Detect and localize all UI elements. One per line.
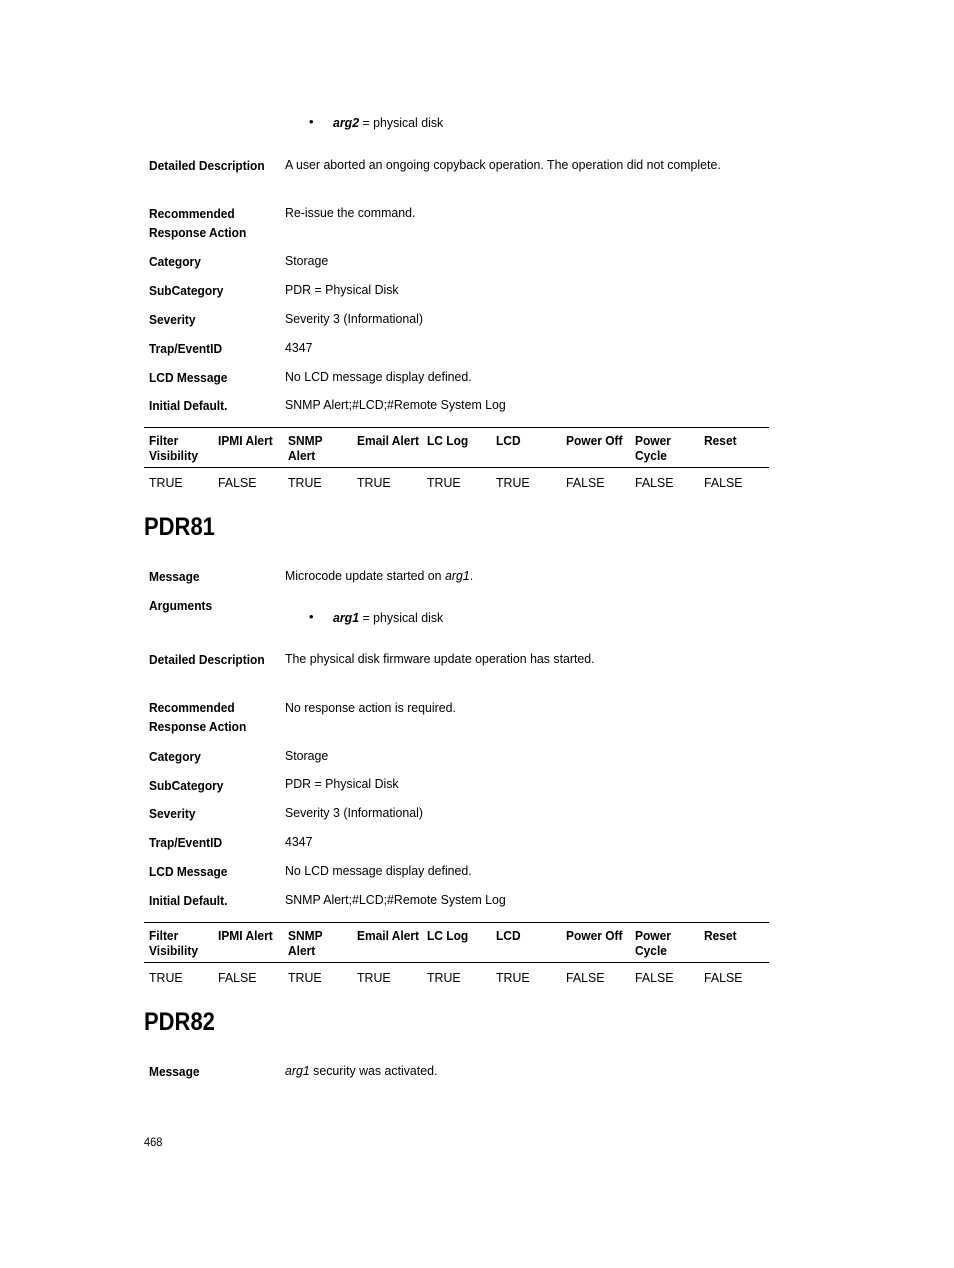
table-cell: FALSE bbox=[566, 475, 605, 490]
row-label: Initial Default. bbox=[149, 893, 228, 908]
column-header: Power Off bbox=[566, 928, 623, 943]
row-value: Severity 3 (Informational) bbox=[285, 805, 423, 820]
argument-name: arg1 bbox=[333, 610, 360, 625]
message-label: Message bbox=[149, 569, 200, 584]
bullet-icon: • bbox=[309, 114, 314, 129]
message-value bbox=[285, 566, 473, 585]
argument-name: arg2 bbox=[333, 115, 360, 130]
message-text: Microcode update started on bbox=[285, 568, 445, 583]
table-rule bbox=[144, 427, 769, 428]
row-label: SubCategory bbox=[149, 283, 224, 298]
row-value: A user aborted an ongoing copyback operation. The operation did not complete. bbox=[285, 157, 721, 172]
argument-description: = physical disk bbox=[359, 115, 444, 130]
argument-description: = physical disk bbox=[359, 610, 444, 625]
table-cell: FALSE bbox=[218, 970, 257, 985]
section-heading: PDR81 bbox=[144, 513, 215, 541]
table-cell: TRUE bbox=[149, 475, 183, 490]
message-value bbox=[285, 1061, 437, 1080]
table-cell: TRUE bbox=[288, 475, 322, 490]
column-header: LCD bbox=[496, 928, 521, 943]
column-header: SNMP Alert bbox=[288, 928, 323, 958]
column-header: IPMI Alert bbox=[218, 928, 273, 943]
message-text: security was activated. bbox=[309, 1063, 438, 1078]
row-label: Severity bbox=[149, 312, 196, 327]
table-rule bbox=[144, 962, 769, 963]
column-header: IPMI Alert bbox=[218, 433, 273, 448]
row-value: SNMP Alert;#LCD;#Remote System Log bbox=[285, 892, 506, 907]
table-cell: TRUE bbox=[149, 970, 183, 985]
row-value: PDR = Physical Disk bbox=[285, 776, 399, 791]
row-value: No LCD message display defined. bbox=[285, 369, 472, 384]
table-cell: TRUE bbox=[496, 475, 530, 490]
page-number: 468 bbox=[144, 1135, 163, 1149]
column-header: Reset bbox=[704, 433, 737, 448]
table-rule bbox=[144, 922, 769, 923]
column-header: Reset bbox=[704, 928, 737, 943]
section-heading: PDR82 bbox=[144, 1008, 215, 1036]
table-cell: FALSE bbox=[218, 475, 257, 490]
argument-item bbox=[333, 610, 443, 625]
column-header: Filter Visibility bbox=[149, 928, 198, 958]
table-cell: TRUE bbox=[357, 475, 391, 490]
row-label: SubCategory bbox=[149, 778, 224, 793]
column-header: Power Cycle bbox=[635, 433, 671, 463]
row-label: Recommended Response Action bbox=[149, 206, 247, 240]
table-cell: FALSE bbox=[704, 475, 743, 490]
table-cell: TRUE bbox=[427, 475, 461, 490]
table-cell: FALSE bbox=[704, 970, 743, 985]
row-label: LCD Message bbox=[149, 370, 228, 385]
row-value: 4347 bbox=[285, 834, 313, 849]
row-value: The physical disk firmware update operation has started. bbox=[285, 651, 595, 666]
row-value: PDR = Physical Disk bbox=[285, 282, 399, 297]
column-header: LCD bbox=[496, 433, 521, 448]
argument-item bbox=[333, 115, 443, 130]
row-label: Detailed Description bbox=[149, 652, 265, 667]
table-cell: FALSE bbox=[635, 475, 674, 490]
table-cell: TRUE bbox=[357, 970, 391, 985]
row-value: Re-issue the command. bbox=[285, 205, 416, 220]
table-cell: TRUE bbox=[496, 970, 530, 985]
arguments-label: Arguments bbox=[149, 598, 213, 613]
table-cell: TRUE bbox=[288, 970, 322, 985]
message-end: . bbox=[469, 568, 474, 583]
row-label: Trap/EventID bbox=[149, 835, 223, 850]
table-rule bbox=[144, 467, 769, 468]
row-value: No LCD message display defined. bbox=[285, 863, 472, 878]
table-cell: TRUE bbox=[427, 970, 461, 985]
column-header: Power Cycle bbox=[635, 928, 671, 958]
table-cell: FALSE bbox=[566, 970, 605, 985]
column-header: Filter Visibility bbox=[149, 433, 198, 463]
column-header: Power Off bbox=[566, 433, 623, 448]
row-value: SNMP Alert;#LCD;#Remote System Log bbox=[285, 397, 506, 412]
row-label: Severity bbox=[149, 806, 196, 821]
row-label: Trap/EventID bbox=[149, 341, 223, 356]
row-value: No response action is required. bbox=[285, 700, 456, 715]
row-label: Recommended Response Action bbox=[149, 700, 247, 734]
column-header: LC Log bbox=[427, 433, 469, 448]
message-argument: arg1 bbox=[444, 568, 470, 583]
row-value: Storage bbox=[285, 748, 329, 763]
table-cell: FALSE bbox=[635, 970, 674, 985]
row-value: Severity 3 (Informational) bbox=[285, 311, 423, 326]
row-value: Storage bbox=[285, 253, 329, 268]
row-label: Initial Default. bbox=[149, 398, 228, 413]
column-header: LC Log bbox=[427, 928, 469, 943]
message-label: Message bbox=[149, 1064, 200, 1079]
column-header: Email Alert bbox=[357, 433, 420, 448]
bullet-icon: • bbox=[309, 609, 314, 624]
row-label: Category bbox=[149, 254, 201, 269]
row-value: 4347 bbox=[285, 340, 313, 355]
column-header: Email Alert bbox=[357, 928, 420, 943]
message-argument: arg1 bbox=[285, 1063, 310, 1078]
column-header: SNMP Alert bbox=[288, 433, 323, 463]
row-label: LCD Message bbox=[149, 864, 228, 879]
row-label: Category bbox=[149, 749, 201, 764]
row-label: Detailed Description bbox=[149, 158, 265, 173]
